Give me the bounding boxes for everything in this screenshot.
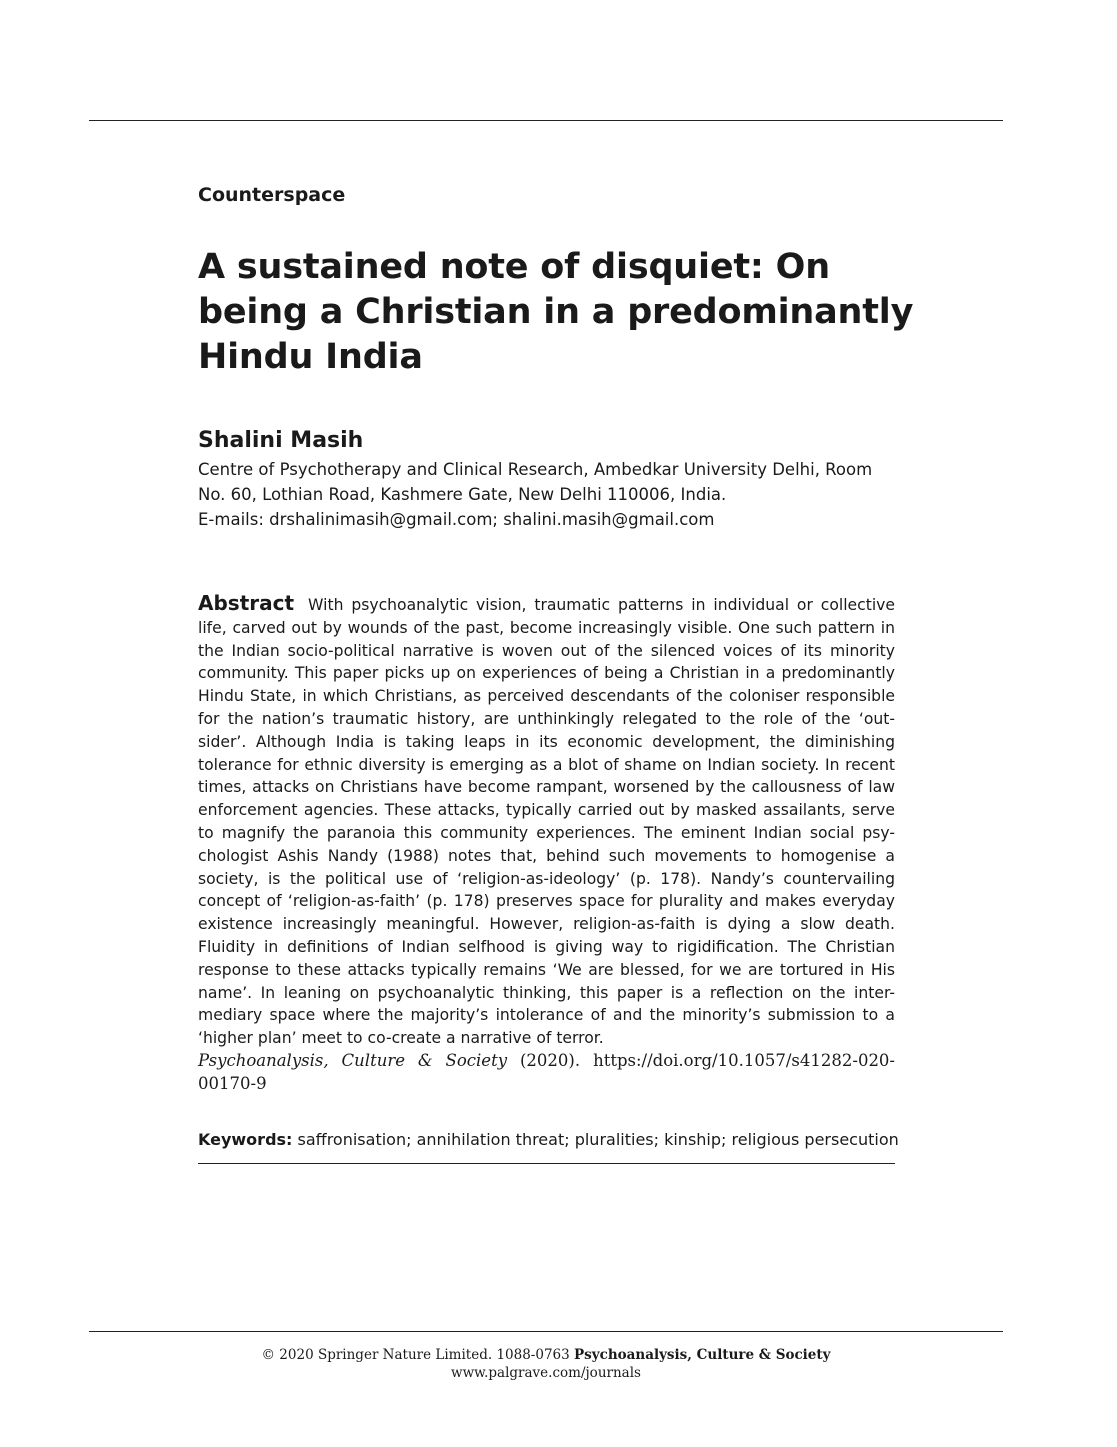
citation-year: (2020). — [519, 1051, 581, 1070]
keywords-rule — [198, 1163, 895, 1164]
page-footer — [89, 1346, 1003, 1382]
section-label: Counterspace — [198, 184, 346, 206]
affiliation-line: No. 60, Lothian Road, Kashmere Gate, New Delhi 110006, India. — [198, 485, 727, 504]
keywords-label: Keywords: — [198, 1130, 293, 1149]
abstract-text: With psychoanalytic vision, traumatic patterns in individual or collective life, carved out by wounds of the past, become increasingly visible. One such pattern in the Indian socio-political narrative is woven out of the silenced voices of its minority community. This paper picks up on experiences of being a Christian in a predominantly Hindu State, in which Christians, as perceived descendants of the coloniser responsible for the nation’s traumatic history, are unthinkingly relegated to the role of the ‘out-sider’. Although India is taking leaps in its economic development, the diminishing tolerance for ethnic diversity is emerging as a blot of shame on Indian society. In recent times, attacks on Christians have become rampant, worsened by the callousness of law enforcement agencies. These attacks, typically carried out by masked assailants, serve to magnify the paranoia this community experiences. The eminent Indian social psy-chologist Ashis Nandy (1988) notes that, behind such movements to homogenise a society, is the political use of ‘religion-as-ideology’ (p. 178). Nandy’s countervailing concept of ‘religion-as-faith’ (p. 178) preserves space for plurality and makes everyday existence increasingly meaningful. However, religion-as-faith is dying a slow death. Fluidity in definitions of Indian selfhood is giving way to rigidification. The Christian response to these attacks typically remains ‘We are blessed, for we are tortured in His name’. In leaning on psychoanalytic thinking, this paper is a reflection on the inter-mediary space where the majority’s intolerance of and the minority’s submission to a ‘higher plan’ meet to co-create a narrative of terror. — [198, 596, 895, 1048]
footer-journal: Psychoanalysis, Culture & Society — [574, 1347, 831, 1363]
author-emails: E-mails: drshalinimasih@gmail.com; shalini.masih@gmail.com — [198, 510, 715, 529]
keywords — [198, 1130, 899, 1149]
article-title: A sustained note of disquiet: On being a Christian in a predominantly Hindu India — [198, 247, 914, 377]
footer-url[interactable]: www.palgrave.com/journals — [451, 1365, 641, 1381]
abstract — [198, 592, 895, 1050]
keywords-list: saffronisation; annihilation threat; pluralities; kinship; religious persecution — [297, 1130, 899, 1149]
citation — [198, 1049, 895, 1095]
citation-journal: Psychoanalysis, Culture & Society — [198, 1051, 508, 1070]
abstract-heading: Abstract — [198, 591, 295, 615]
header-rule — [89, 120, 1003, 121]
author-name: Shalini Masih — [198, 428, 364, 453]
affiliation-line: Centre of Psychotherapy and Clinical Research, Ambedkar University Delhi, Room — [198, 460, 873, 479]
citation-doi[interactable]: https://doi.org/10.1057/s41282-020-00170-9 — [198, 1051, 896, 1093]
footer-rule — [89, 1331, 1003, 1332]
author-affiliation — [198, 457, 918, 532]
footer-copyright: © 2020 Springer Nature Limited. 1088-0763 — [261, 1347, 570, 1363]
